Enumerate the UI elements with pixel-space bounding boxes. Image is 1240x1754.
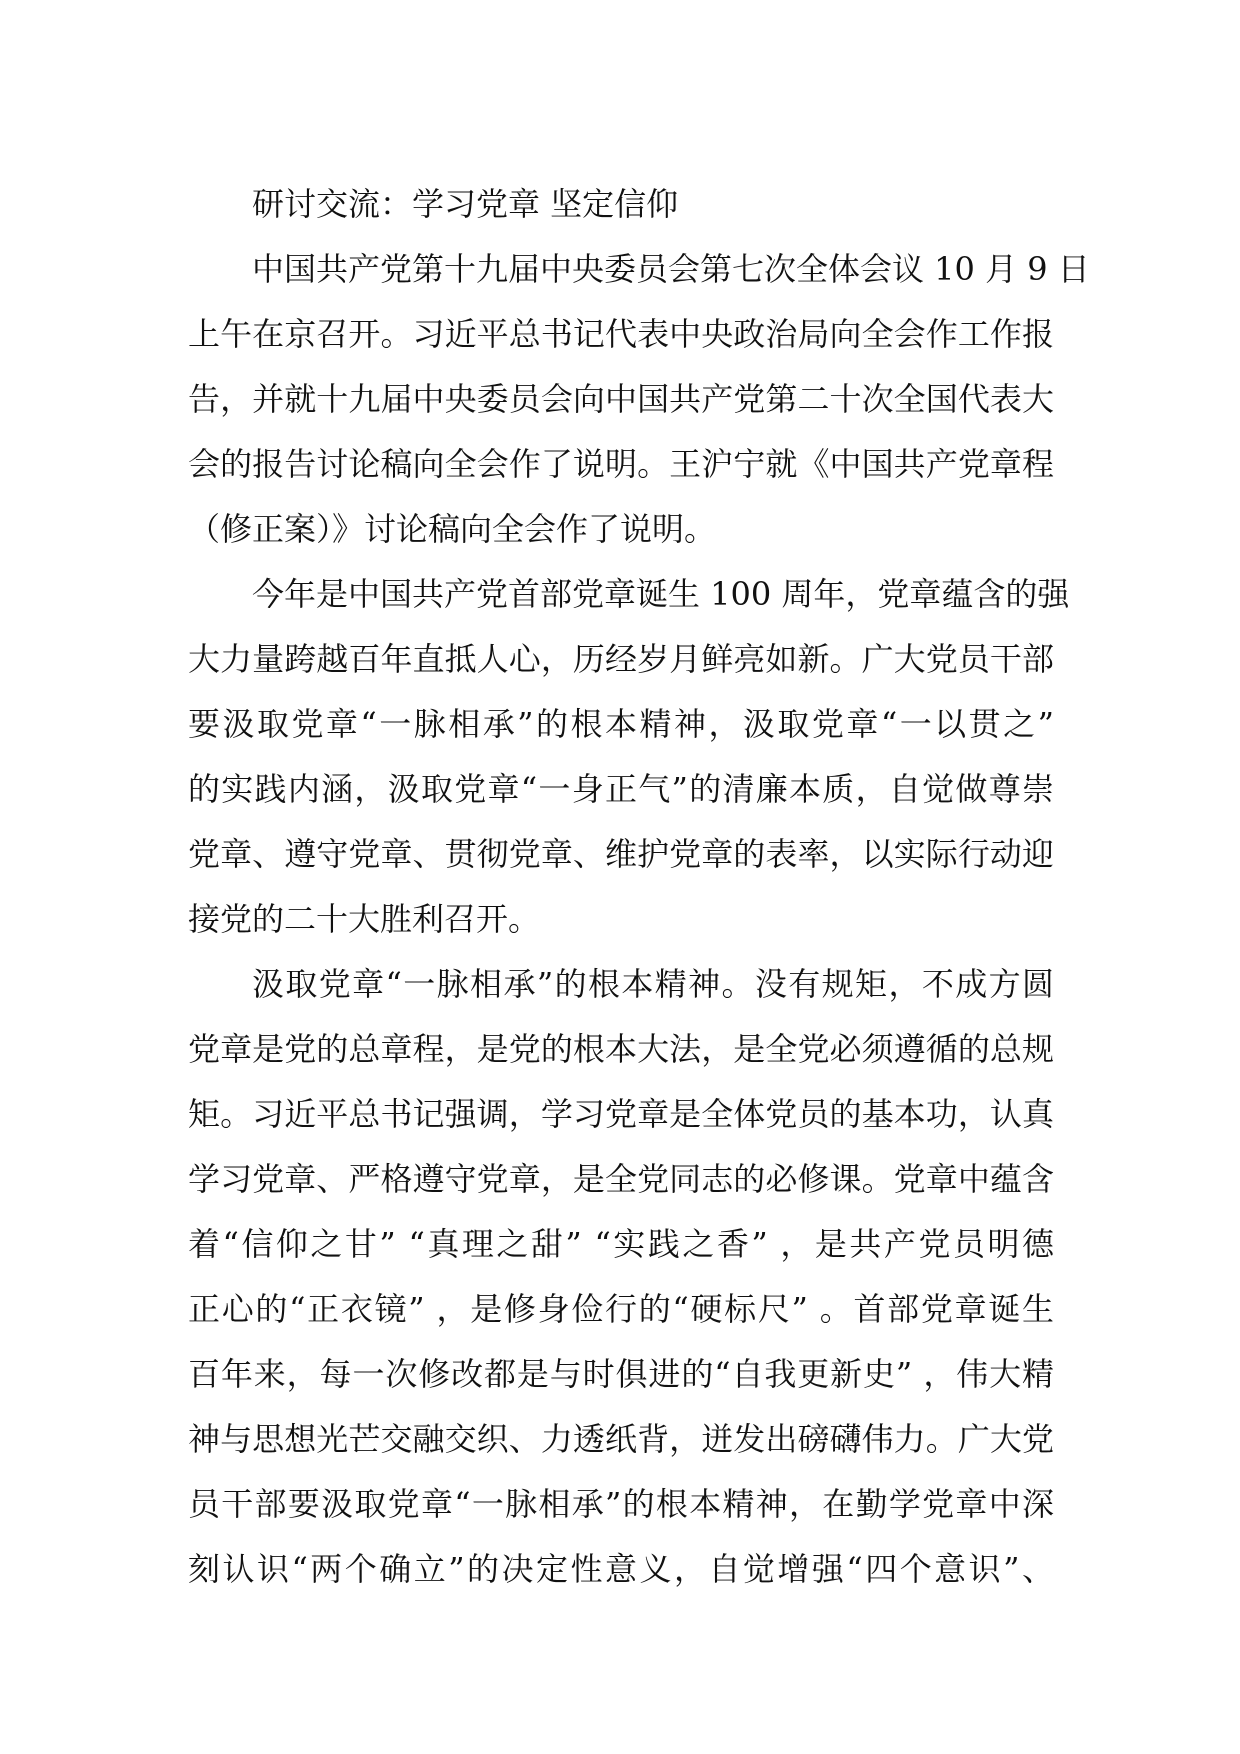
text-line: 正心的“正衣镜” ，是修身俭行的“硬标尺” 。首部党章诞生	[188, 1290, 1054, 1328]
text-line: 上午在京召开。习近平总书记代表中央政治局向全会作工作报	[188, 315, 1054, 353]
text-line: 接党的二十大胜利召开。	[188, 900, 541, 938]
document-page	[188, 172, 1090, 1602]
text-line: 会的报告讨论稿向全会作了说明。王沪宁就《中国共产党章程	[188, 445, 1054, 483]
text-line: （修正案）》讨论稿向全会作了说明。	[188, 510, 717, 548]
text-line: 矩。习近平总书记强调，学习党章是全体党员的基本功，认真	[188, 1095, 1054, 1133]
text-line: 大力量跨越百年直抵人心，历经岁月鲜亮如新。广大党员干部	[188, 640, 1054, 678]
document-body	[188, 237, 1090, 1602]
text-line: 中国共产党第十九届中央委员会第七次全体会议 10 月 9 日	[252, 250, 1090, 288]
text-line: 百年来，每一次修改都是与时俱进的“自我更新史” ，伟大精	[188, 1355, 1054, 1393]
text-line: 党章、遵守党章、贯彻党章、维护党章的表率，以实际行动迎	[188, 835, 1054, 873]
text-line: 告，并就十九届中央委员会向中国共产党第二十次全国代表大	[188, 380, 1054, 418]
text-line: 神与思想光芒交融交织、力透纸背，迸发出磅礴伟力。广大党	[188, 1420, 1054, 1458]
text-line: 刻认识“两个确立”的决定性意义，自觉增强“四个意识”、	[188, 1550, 1054, 1588]
text-line: 员干部要汲取党章“一脉相承”的根本精神，在勤学党章中深	[188, 1485, 1054, 1523]
text-line: 着“信仰之甘” “真理之甜” “实践之香” ，是共产党员明德	[188, 1225, 1054, 1263]
text-line: 今年是中国共产党首部党章诞生 100 周年，党章蕴含的强	[252, 575, 1070, 613]
text-line: 党章是党的总章程，是党的根本大法，是全党必须遵循的总规	[188, 1030, 1054, 1068]
document-title: 研讨交流：学习党章 坚定信仰	[252, 185, 679, 223]
text-line: 的实践内涵，汲取党章“一身正气”的清廉本质，自觉做尊崇	[188, 770, 1054, 808]
text-line: 汲取党章“一脉相承”的根本精神。没有规矩，不成方圆	[252, 965, 1054, 1003]
text-line: 要汲取党章“一脉相承”的根本精神，汲取党章“一以贯之”	[188, 705, 1054, 743]
text-line: 学习党章、严格遵守党章，是全党同志的必修课。党章中蕴含	[188, 1160, 1054, 1198]
